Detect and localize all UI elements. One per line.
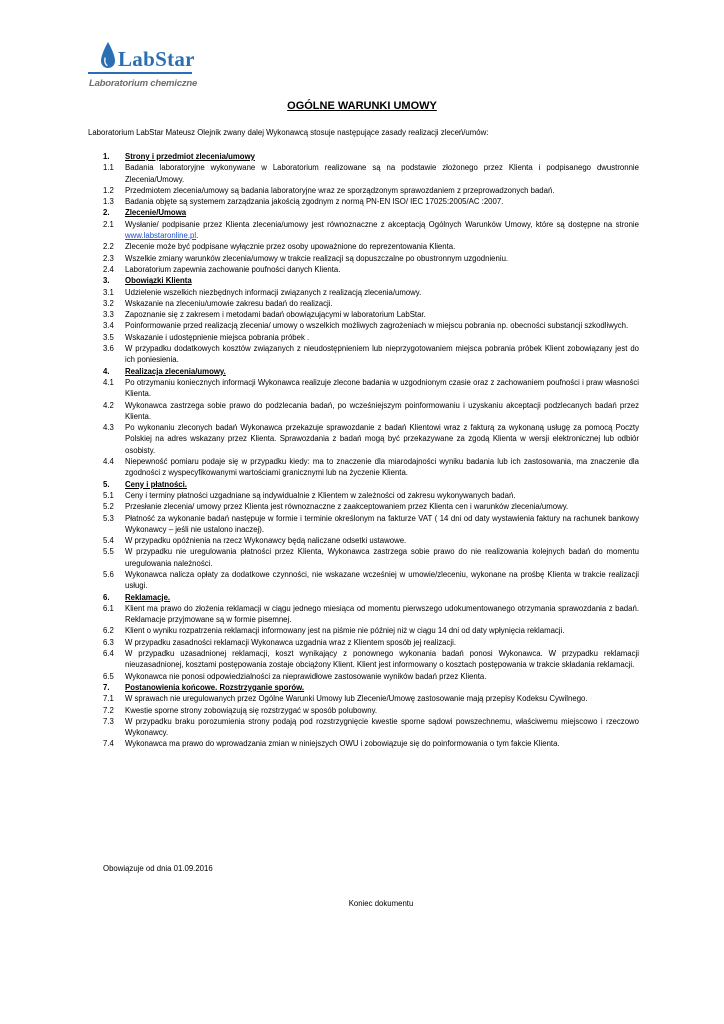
clause-number: 4.2 [103, 400, 114, 410]
clause-number: 3. [103, 276, 110, 286]
clause-number: 2.1 [103, 219, 114, 229]
clause-number: 7.1 [103, 694, 114, 704]
clause-item [103, 535, 639, 546]
section-title-wrap [125, 151, 639, 162]
clause-text-end: . [196, 231, 199, 241]
water-drop-icon [100, 41, 116, 71]
clause-item [103, 162, 639, 185]
section-title-wrap [125, 479, 639, 490]
logo-name: LabStar [118, 47, 195, 71]
clause-number: 4.1 [103, 377, 114, 387]
section-heading [103, 479, 639, 490]
clause-number: 6. [103, 592, 110, 602]
clause-text: Udzielenie wszelkich niezbędnych informacji związanych z realizacją zlecenia/umowy. [125, 287, 422, 297]
clause-item [103, 648, 639, 671]
clause-number: 5.6 [103, 569, 114, 579]
section-title: Strony i przedmiot zlecenia/umowy [125, 152, 255, 161]
clause-text: Laboratorium zapewnia zachowanie poufności danych Klienta. [125, 264, 341, 274]
intro-paragraph: Laboratorium LabStar Mateusz Olejnik zwany dalej Wykonawcą stosuje następujące zasady realizacji zleceń/umów: [88, 128, 489, 137]
clause-number: 5.1 [103, 490, 114, 500]
clause-item [103, 422, 639, 456]
clause-item [103, 456, 639, 479]
clause-text [125, 219, 639, 242]
clause-number: 3.1 [103, 287, 114, 297]
clause-item [103, 490, 639, 501]
clause-number: 7.3 [103, 716, 114, 726]
clause-text: Po wykonaniu zleconych badań Wykonawca przekazuje sprawozdanie z badań Klientowi wraz z fakturą za wykonaną usługę za pomocą Poczty Polskiej na adres wskazany przez Klienta. Sprawozdania z badań mogą być przekazywane za zgodą Klienta w wersji elektronicznej lub odbiór osobisty. [125, 423, 639, 455]
clause-number: 6.1 [103, 603, 114, 613]
clause-number: 5.4 [103, 536, 114, 546]
clause-item [103, 637, 639, 648]
clause-item [103, 513, 639, 536]
section-heading [103, 207, 639, 218]
clause-number: 6.4 [103, 649, 114, 659]
clause-text: W przypadku nie uregulowania płatności przez Klienta, Wykonawca zastrzega sobie prawo do nie realizowania kolejnych badań do momentu uregulowania należności. [125, 547, 639, 568]
clause-number: 5.2 [103, 502, 114, 512]
logo-divider [88, 72, 192, 74]
clause-item [103, 298, 639, 309]
clause-number: 2.3 [103, 253, 114, 263]
clause-number: 7.2 [103, 705, 114, 715]
section-title: Realizacja zlecenia/umowy. [125, 366, 226, 376]
website-link[interactable]: www.labstaronline.pl [125, 231, 197, 241]
clause-item [103, 343, 639, 366]
clause-text: Wykonawca ma prawo do wprowadzania zmian w niniejszych OWU i zobowiązuje się do poinformowania o tym fakcie Klienta. [125, 739, 560, 749]
section-title: Obowiązki Klienta [125, 276, 192, 286]
clause-item [103, 671, 639, 682]
clause-item [103, 185, 639, 196]
clause-item [103, 603, 639, 626]
document-title: OGÓLNE WARUNKI UMOWY [287, 100, 437, 112]
clause-item [103, 264, 639, 275]
clause-item [103, 309, 639, 320]
clause-item [103, 320, 639, 331]
clause-text: Ceny i terminy płatności uzgadniane są indywidualnie z Klientem w zależności od zakresu wykonywanych badań. [125, 490, 516, 500]
clause-text: W przypadku braku porozumienia strony podają pod rozstrzygnięcie kwestie sporne sądowi powszechnemu, właściwemu miejscowo i rzeczowo Wykonawcy. [125, 716, 639, 738]
clause-number: 2. [103, 208, 110, 218]
clause-text-part: Wysłanie/ podpisanie przez Klienta zlecenia/umowy jest równoznaczne z akceptacją Ogólnych Warunków Umowy, które są dostępne na stronie [125, 219, 639, 229]
section-title-wrap [125, 275, 639, 286]
clause-number: 5. [103, 479, 110, 489]
logo-subtitle: Laboratorium chemiczne [89, 78, 198, 89]
clause-text: Wskazanie i udostępnienie miejsca pobrania próbek . [125, 332, 310, 342]
clause-text: W przypadku dodatkowych kosztów związanych z nieudostępnieniem lub nieprzygotowaniem miejsca pobrania próbek Klient zobowiązany jest do ich poniesienia. [125, 344, 639, 365]
clause-number: 4.3 [103, 423, 114, 433]
clause-number: 4. [103, 366, 110, 376]
section-title: Reklamacje. [125, 592, 171, 602]
section-heading [103, 366, 639, 377]
clause-text: W sprawach nie uregulowanych przez Ogólne Warunki Umowy lub Zlecenie/Umowę zastosowanie mają przepisy Kodeksu Cywilnego. [125, 694, 588, 704]
clause-number: 2.4 [103, 264, 114, 274]
clause-item [103, 253, 639, 264]
clause-text: Klient o wyniku rozpatrzenia reklamacji informowany jest na piśmie nie później niż w ciągu 14 dni od daty wpłynięcia reklamacji. [125, 626, 565, 636]
clause-number: 3.6 [103, 344, 114, 354]
clause-text: Badania laboratoryjne wykonywane w Laboratorium realizowane są na podstawie złożonego przez Klienta i podpisanego dwustronnie Zlecenia/Umowy. [125, 163, 639, 184]
clause-text: Niepewność pomiaru podaje się w przypadku kiedy: ma to znaczenie dla miarodajności wyniku badania lub ich zastosowania, ma znaczenie dla zgodności z wyspecyfikowanymi wartościami granicznymi lub na życzenie Klienta. [125, 457, 639, 478]
clause-text: W przypadku uzasadnionej reklamacji, koszt wynikający z ponownego wykonania badań ponosi Wykonawca. W przypadku reklamacji nieuzasadnionej, kosztami postępowania zostaje obciążony Klient. Klient jest informowany o kosztach postępowania w trakcie składania reklamacji. [125, 649, 639, 670]
section-heading [103, 275, 639, 286]
clause-text: Kwestie sporne strony zobowiązują się rozstrzygać w sposób polubowny. [125, 705, 378, 715]
section-heading [103, 592, 639, 603]
clause-number: 1. [103, 152, 110, 161]
section-title-wrap [125, 682, 639, 693]
clause-item [103, 501, 639, 512]
clause-item [103, 738, 639, 749]
clause-number: 3.2 [103, 298, 114, 308]
clause-text: Zapoznanie się z zakresem i metodami badań obowiązującymi w laboratorium LabStar. [125, 310, 426, 320]
clause-item [103, 546, 639, 569]
clause-item [103, 196, 639, 207]
clause-number: 5.5 [103, 547, 114, 557]
section-title: Ceny i płatności. [125, 479, 187, 489]
section-title-wrap [125, 207, 639, 218]
section-heading [103, 151, 639, 162]
clause-item [103, 693, 639, 704]
clause-number: 5.3 [103, 513, 114, 523]
clause-item [103, 377, 639, 400]
clause-number: 7. [103, 682, 110, 692]
clause-text: Wskazanie na zleceniu/umowie zakresu badań do realizacji. [125, 298, 333, 308]
clause-text: Wszelkie zmiany warunków zlecenia/umowy w trakcie realizacji są dopuszczalne po obustronnym uzgodnieniu. [125, 253, 509, 263]
clause-item [103, 705, 639, 716]
clause-item [103, 219, 639, 242]
clause-number: 4.4 [103, 457, 114, 467]
clause-item [103, 569, 639, 592]
end-of-document: Koniec dokumentu [348, 899, 414, 908]
section-title-wrap [125, 592, 639, 603]
clause-text: Klient ma prawo do złożenia reklamacji w ciągu jednego miesiąca od momentu pierwszego udokumentowanego otrzymania sprawozdania z badań. Reklamacje przyjmowane są w formie pisemnej. [125, 603, 639, 625]
section-heading [103, 682, 639, 693]
clause-number: 6.5 [103, 671, 114, 681]
clause-text: Przedmiotem zlecenia/umowy są badania laboratoryjne wraz ze sporządzonym sprawozdaniem z przeprowadzonych badań. [125, 185, 555, 195]
clause-item [103, 716, 639, 739]
clause-text: Wykonawca nalicza opłaty za dodatkowe czynności, nie wskazane wcześniej w umowie/zleceniu, wykonane na prośbę Klienta w trakcie realizacji usługi. [125, 569, 639, 591]
terms-list [103, 151, 639, 750]
clause-number: 1.3 [103, 197, 114, 207]
clause-item [103, 241, 639, 252]
clause-text: Wykonawca nie ponosi odpowiedzialności za nieprawidłowe zastosowanie wyników badań przez Klienta. [125, 671, 487, 681]
clause-number: 3.3 [103, 310, 114, 320]
clause-text: W przypadku opóźnienia na rzecz Wykonawcy będą naliczane odsetki ustawowe. [125, 536, 407, 546]
clause-text: Przesłanie zlecenia/ umowy przez Klienta jest równoznaczne z zaakceptowaniem przez Klienta cen i warunków zlecenia/umowy. [125, 502, 569, 512]
clause-number: 7.4 [103, 739, 114, 749]
clause-number: 1.2 [103, 185, 114, 195]
clause-text: Zlecenie może być podpisane wyłącznie przez osoby upoważnione do reprezentowania Klienta. [125, 242, 456, 252]
clause-text: Płatność za wykonanie badań następuje w formie i terminie określonym na fakturze VAT ( 14 dni od daty wystawienia faktury na rachunek bankowy Wykonawcy – jeśli nie ustalono inaczej). [125, 513, 639, 534]
section-title: Postanowienia końcowe. Rozstrzyganie sporów. [125, 682, 305, 692]
clause-item [103, 400, 639, 423]
clause-item [103, 625, 639, 636]
clause-number: 3.4 [103, 321, 114, 331]
clause-number: 6.2 [103, 626, 114, 636]
clause-number: 6.3 [103, 637, 114, 647]
section-title: Zlecenie/Umowa [125, 208, 187, 218]
clause-text: Badania objęte są systemem zarządzania jakością zgodnym z normą PN-EN ISO/ IEC 17025:2005/AC :2007. [125, 197, 504, 207]
clause-text: W przypadku zasadności reklamacji Wykonawca uzgadnia wraz z Klientem sposób jej realizacji. [125, 637, 457, 647]
clause-text: Po otrzymaniu koniecznych informacji Wykonawca realizuje zlecone badania w uzgodnionym czasie oraz z zachowaniem poufności i praw własności Klienta. [125, 377, 639, 399]
labstar-logo [86, 38, 196, 98]
clause-item [103, 332, 639, 343]
clause-item [103, 287, 639, 298]
clause-number: 3.5 [103, 332, 114, 342]
clause-text: Wykonawca zastrzega sobie prawo do podzlecania badań, po wcześniejszym poinformowaniu i uzyskaniu akceptacji podzlecanych badań przez Klienta. [125, 400, 639, 421]
section-title-wrap [125, 366, 639, 377]
effective-date: Obowiązuje od dnia 01.09.2016 [103, 864, 213, 873]
clause-number: 2.2 [103, 242, 114, 252]
clause-number: 1.1 [103, 163, 114, 173]
clause-text: Poinformowanie przed realizacją zlecenia/ umowy o wszelkich możliwych zagrożeniach w miejscu pobrania np. obecności substancji szkodliwych. [125, 321, 629, 331]
